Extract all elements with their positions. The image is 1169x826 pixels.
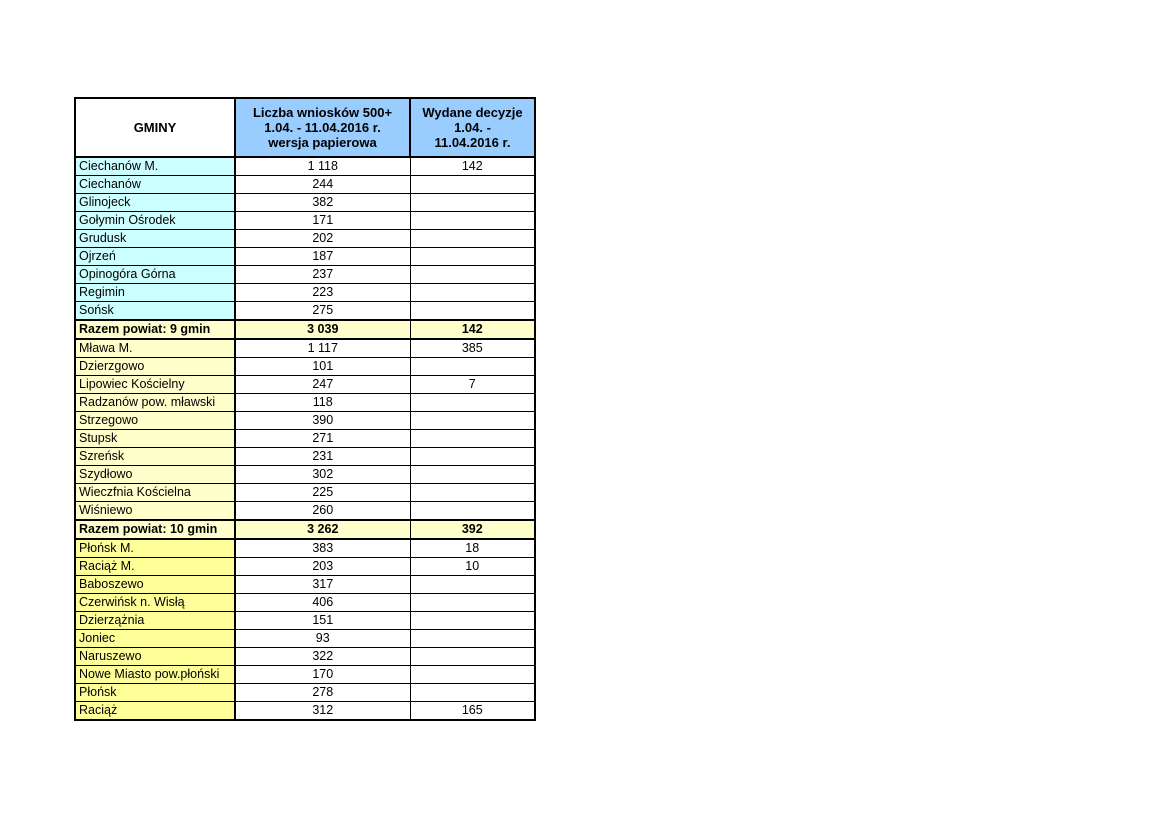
table-row — [75, 502, 535, 521]
gmina-name-cell: Płońsk — [75, 684, 235, 702]
decyzje-cell — [410, 176, 535, 194]
total-label-cell: Razem powiat: 10 gmin — [75, 520, 235, 539]
wnioski-cell: 260 — [235, 502, 410, 521]
gmina-name-cell: Czerwińsk n. Wisłą — [75, 594, 235, 612]
gmina-name-cell: Strzegowo — [75, 412, 235, 430]
gmina-name-cell: Opinogóra Górna — [75, 266, 235, 284]
wnioski-cell: 382 — [235, 194, 410, 212]
total-row — [75, 320, 535, 339]
gmina-name-cell: Mława M. — [75, 339, 235, 358]
table-body — [75, 157, 535, 720]
header-wnioski — [235, 98, 410, 157]
gmina-name-cell: Regimin — [75, 284, 235, 302]
decyzje-cell — [410, 266, 535, 284]
header-wnioski-line2: 1.04. - 11.04.2016 r. — [264, 120, 381, 135]
table-row — [75, 594, 535, 612]
table-row — [75, 376, 535, 394]
gmina-name-cell: Dzierzgowo — [75, 358, 235, 376]
table-row — [75, 302, 535, 321]
table-row — [75, 194, 535, 212]
gmina-name-cell: Ciechanów M. — [75, 157, 235, 176]
decyzje-cell — [410, 194, 535, 212]
gmina-name-cell: Szreńsk — [75, 448, 235, 466]
wnioski-cell: 171 — [235, 212, 410, 230]
gmina-name-cell: Stupsk — [75, 430, 235, 448]
table-row — [75, 430, 535, 448]
decyzje-cell — [410, 394, 535, 412]
table-row — [75, 666, 535, 684]
table-row — [75, 558, 535, 576]
header-decyzje-line1: Wydane decyzje — [422, 105, 523, 120]
table-row — [75, 484, 535, 502]
table-row — [75, 539, 535, 558]
table-row — [75, 176, 535, 194]
wnioski-cell: 187 — [235, 248, 410, 266]
header-decyzje-line3: 11.04.2016 r. — [434, 135, 511, 150]
wnioski-cell: 244 — [235, 176, 410, 194]
decyzje-cell — [410, 302, 535, 321]
total-decyzje-cell: 142 — [410, 320, 535, 339]
gmina-name-cell: Dzierzążnia — [75, 612, 235, 630]
wnioski-cell: 170 — [235, 666, 410, 684]
wnioski-cell: 247 — [235, 376, 410, 394]
table-row — [75, 576, 535, 594]
table-row — [75, 448, 535, 466]
decyzje-cell — [410, 412, 535, 430]
gmina-name-cell: Radzanów pow. mławski — [75, 394, 235, 412]
gmina-name-cell: Grudusk — [75, 230, 235, 248]
decyzje-cell — [410, 684, 535, 702]
decyzje-cell: 385 — [410, 339, 535, 358]
gmina-name-cell: Joniec — [75, 630, 235, 648]
wnioski-cell: 223 — [235, 284, 410, 302]
decyzje-cell — [410, 466, 535, 484]
header-wnioski-line1: Liczba wniosków 500+ — [252, 105, 393, 120]
total-label-cell: Razem powiat: 9 gmin — [75, 320, 235, 339]
header-gminy: GMINY — [75, 98, 235, 157]
gmina-name-cell: Gołymin Ośrodek — [75, 212, 235, 230]
decyzje-cell — [410, 430, 535, 448]
gmina-name-cell: Sońsk — [75, 302, 235, 321]
decyzje-cell — [410, 594, 535, 612]
wnioski-cell: 203 — [235, 558, 410, 576]
wnioski-cell: 383 — [235, 539, 410, 558]
gmina-name-cell: Baboszewo — [75, 576, 235, 594]
wnioski-cell: 151 — [235, 612, 410, 630]
gmina-name-cell: Raciąż M. — [75, 558, 235, 576]
decyzje-cell — [410, 484, 535, 502]
gmina-name-cell: Wieczfnia Kościelna — [75, 484, 235, 502]
total-row — [75, 520, 535, 539]
table-row — [75, 612, 535, 630]
table-header-row — [75, 98, 535, 157]
decyzje-cell — [410, 630, 535, 648]
total-wnioski-cell: 3 039 — [235, 320, 410, 339]
total-wnioski-cell: 3 262 — [235, 520, 410, 539]
wnioski-cell: 237 — [235, 266, 410, 284]
wnioski-cell: 390 — [235, 412, 410, 430]
gmina-name-cell: Ciechanów — [75, 176, 235, 194]
table-row — [75, 394, 535, 412]
decyzje-cell: 10 — [410, 558, 535, 576]
wnioski-cell: 1 118 — [235, 157, 410, 176]
wnioski-cell: 302 — [235, 466, 410, 484]
wnioski-cell: 322 — [235, 648, 410, 666]
gmina-name-cell: Wiśniewo — [75, 502, 235, 521]
wnioski-cell: 278 — [235, 684, 410, 702]
decyzje-cell: 7 — [410, 376, 535, 394]
decyzje-cell — [410, 212, 535, 230]
table-row — [75, 157, 535, 176]
decyzje-cell: 142 — [410, 157, 535, 176]
wnioski-cell: 1 117 — [235, 339, 410, 358]
table-row — [75, 684, 535, 702]
decyzje-cell — [410, 448, 535, 466]
table-row — [75, 230, 535, 248]
table-row — [75, 339, 535, 358]
decyzje-cell — [410, 576, 535, 594]
wnioski-cell: 231 — [235, 448, 410, 466]
decyzje-cell — [410, 230, 535, 248]
gmina-name-cell: Raciąż — [75, 702, 235, 721]
table-row — [75, 630, 535, 648]
gmina-name-cell: Glinojeck — [75, 194, 235, 212]
decyzje-cell: 18 — [410, 539, 535, 558]
table-row — [75, 466, 535, 484]
applications-table — [74, 97, 536, 721]
wnioski-cell: 101 — [235, 358, 410, 376]
header-decyzje-line2: 1.04. - — [454, 120, 491, 135]
gmina-name-cell: Lipowiec Kościelny — [75, 376, 235, 394]
wnioski-cell: 406 — [235, 594, 410, 612]
gmina-name-cell: Płońsk M. — [75, 539, 235, 558]
table-row — [75, 284, 535, 302]
table-row — [75, 266, 535, 284]
gmina-name-cell: Nowe Miasto pow.płoński — [75, 666, 235, 684]
decyzje-cell — [410, 502, 535, 521]
total-decyzje-cell: 392 — [410, 520, 535, 539]
wnioski-cell: 225 — [235, 484, 410, 502]
wnioski-cell: 312 — [235, 702, 410, 721]
decyzje-cell — [410, 648, 535, 666]
wnioski-cell: 202 — [235, 230, 410, 248]
wnioski-cell: 93 — [235, 630, 410, 648]
table-row — [75, 702, 535, 721]
table-row — [75, 248, 535, 266]
wnioski-cell: 275 — [235, 302, 410, 321]
gmina-name-cell: Ojrzeń — [75, 248, 235, 266]
wnioski-cell: 118 — [235, 394, 410, 412]
decyzje-cell — [410, 248, 535, 266]
gmina-name-cell: Naruszewo — [75, 648, 235, 666]
decyzje-cell — [410, 284, 535, 302]
table-row — [75, 212, 535, 230]
decyzje-cell — [410, 612, 535, 630]
gmina-name-cell: Szydłowo — [75, 466, 235, 484]
wnioski-cell: 271 — [235, 430, 410, 448]
decyzje-cell: 165 — [410, 702, 535, 721]
table-row — [75, 412, 535, 430]
table-row — [75, 648, 535, 666]
header-decyzje — [410, 98, 535, 157]
table-row — [75, 358, 535, 376]
decyzje-cell — [410, 358, 535, 376]
decyzje-cell — [410, 666, 535, 684]
wnioski-cell: 317 — [235, 576, 410, 594]
header-wnioski-line3: wersja papierowa — [268, 135, 377, 150]
